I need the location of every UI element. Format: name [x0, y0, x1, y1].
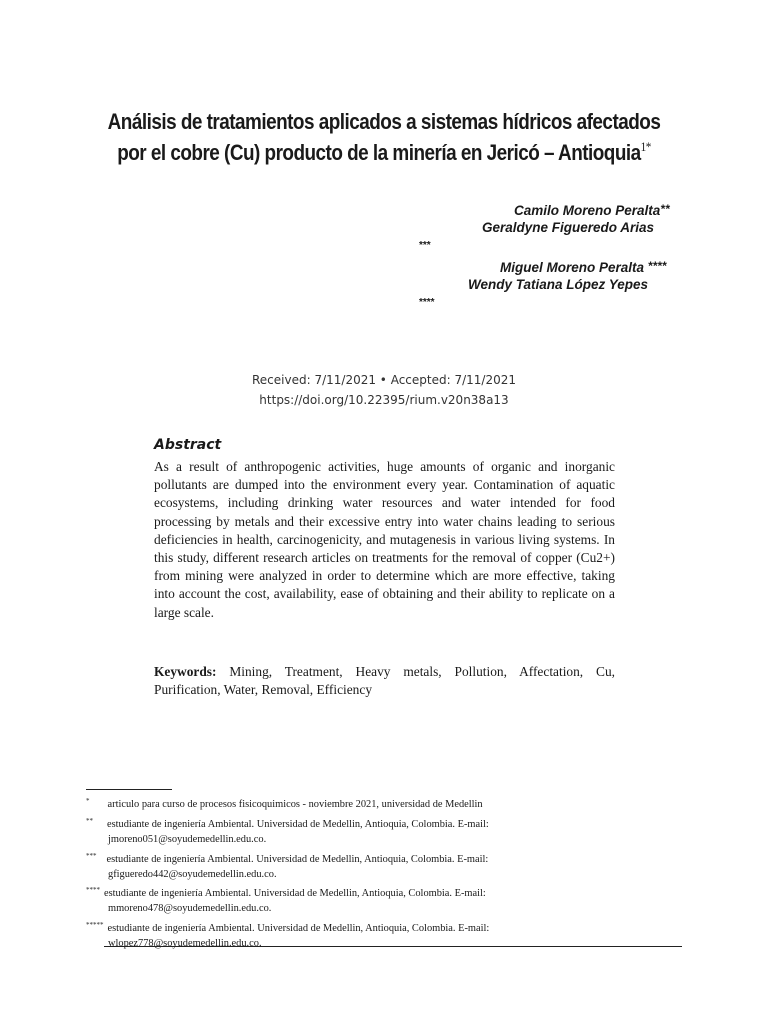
keywords — [154, 663, 615, 699]
footnote-4 — [86, 883, 586, 916]
footnote-text: estudiante de ingeniería Ambiental. Universidad de Medellin, Antioquia, Colombia. E-mail: — [107, 923, 490, 934]
footnote-mark: **** — [86, 886, 100, 894]
paper-title — [54, 106, 714, 168]
author-3 — [500, 259, 666, 275]
page-bottom-rule — [104, 946, 682, 947]
author-4 — [468, 277, 648, 292]
footnote-mark: ** — [86, 817, 93, 825]
footnote-text: estudiante de ingeniería Ambiental. Universidad de Medellin, Antioquia, Colombia. E-mail: — [107, 819, 489, 830]
abstract-text: As a result of anthropogenic activities, huge amounts of organic and inorganic pollutants are dumped into the environment every year. Contamination of aquatic ecosystems, including drinking water resources and water intended for food processing by metals and their excessive entry into water chains leading to serious deficiencies in health, carcinogenicity, and mutagenesis in various living systems. In this study, different research articles on treatments for the removal of copper (Cu2+) from mining were analyzed in order to determine which are more effective, taking into account the cost, availability, ease of obtaining and their ability to replicate on a large scale. — [154, 459, 615, 620]
abstract-heading: Abstract — [154, 437, 222, 453]
author-footnote-mark: ** — [660, 202, 670, 216]
author-footnote-mark: **** — [647, 259, 667, 273]
footnote-text: articulo para curso de procesos fisicoquimicos - noviembre 2021, universidad de Medellin — [107, 799, 483, 810]
author-name: Geraldyne Figueredo Arias — [482, 220, 655, 235]
author-4-footnote-mark: **** — [419, 297, 435, 308]
title-line-1: Análisis de tratamientos aplicados a sistemas hídricos afectados — [107, 109, 661, 134]
footnote-2 — [86, 814, 586, 847]
author-1 — [514, 202, 670, 218]
footnote-3 — [86, 849, 586, 882]
footnote-text: estudiante de ingeniería Ambiental. Universidad de Medellin, Antioquia, Colombia. E-mail: — [104, 888, 486, 899]
doi-link[interactable]: https://doi.org/10.22395/rium.v20n38a13 — [259, 393, 509, 407]
footnote-email[interactable]: gfigueredo442@soyudemedellin.edu.co. — [108, 869, 277, 880]
author-2-footnote-mark: *** — [419, 240, 431, 251]
footnote-divider — [86, 789, 172, 790]
footnote-email[interactable]: mmoreno478@soyudemedellin.edu.co. — [108, 903, 272, 914]
title-footnote-mark: 1* — [640, 139, 651, 154]
author-name: Miguel Moreno Peralta — [500, 260, 645, 275]
author-name: Wendy Tatiana López Yepes — [468, 277, 649, 292]
author-name: Camilo Moreno Peralta — [514, 203, 661, 218]
footnote-email[interactable]: wlopez778@soyudemedellin.edu.co. — [108, 938, 262, 949]
keywords-label: Keywords: — [154, 664, 217, 679]
author-2 — [482, 220, 654, 235]
footnote-mark: ***** — [86, 921, 104, 929]
footnote-text: estudiante de ingeniería Ambiental. Universidad de Medellin, Antioquia, Colombia. E-mail: — [106, 854, 489, 865]
footnote-mark: *** — [86, 852, 97, 860]
keywords-list: Mining, Treatment, Heavy metals, Pollution, Affectation, Cu, Purification, Water, Removal, Efficiency — [154, 664, 615, 698]
footnote-email[interactable]: jmoreno051@soyudemedellin.edu.co. — [108, 834, 267, 845]
footnote-1 — [86, 794, 586, 812]
received-accepted-dates: Received: 7/11/2021 • Accepted: 7/11/2021 — [252, 373, 516, 387]
footnote-mark: * — [86, 797, 90, 805]
title-line-2: por el cobre (Cu) producto de la minería en Jericó – Antioquia — [117, 140, 641, 165]
